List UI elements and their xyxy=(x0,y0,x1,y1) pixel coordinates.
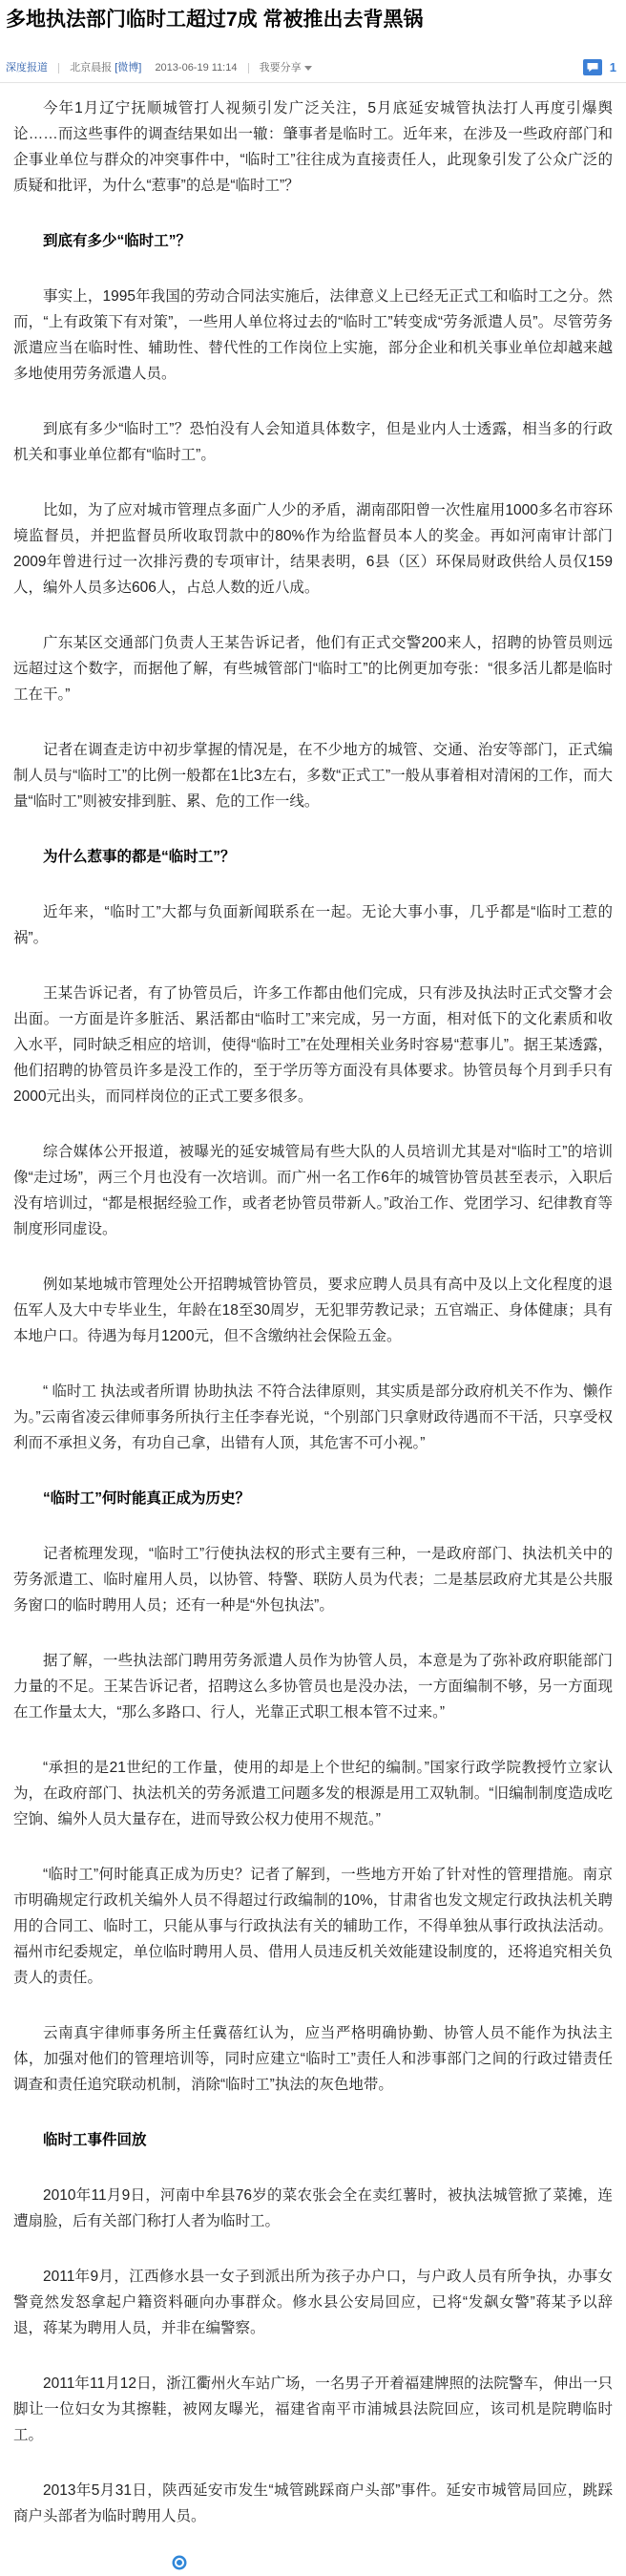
article-paragraph: 今年1月辽宁抚顺城管打人视频引发广泛关注，5月底延安城管执法打人再度引爆舆论……而这些事件的调查结果如出一辙：肇事者是临时工。近年来，在涉及一些政府部门和企事业单位与群众的冲突事件中，“临时工”往往成为直接责任人，此现象引发了公众广泛的质疑和批评，为什么“惹事”的总是“临时工”？ xyxy=(13,100,613,194)
section-heading: 到底有多少“临时工”？ xyxy=(43,233,192,249)
article-paragraph: 事实上，1995年我国的劳动合同法实施后，法律意义上已经无正式工和临时工之分。然而，“上有政策下有对策”，一些用人单位将过去的“临时工”转变成“劳务派遣人员”。尽管劳务派遣应当在临时性、辅助性、替代性的工作岗位上实施，部分企业和机关事业单位却越来越多地使用劳务派遣人员。 xyxy=(13,288,613,382)
source-name: 北京晨报 xyxy=(70,62,113,74)
float-badge-icon[interactable] xyxy=(172,2555,187,2570)
channel-link[interactable]: 深度报道 xyxy=(6,62,48,74)
meta-separator xyxy=(58,63,59,74)
article-body xyxy=(13,95,613,2559)
article-paragraph: 2011年9月，江西修水县一女子到派出所为孩子办户口，与户政人员有所争执，办事女警竟然发怒拿起户籍资料砸向办事群众。修水县公安局回应，已将“发飙女警”蒋某予以辞退，蒋某为聘用人员，并非在编警察。 xyxy=(13,2269,613,2336)
source-weibo-link[interactable]: [微博] xyxy=(115,62,142,74)
article-paragraph: 2013年5月31日，陕西延安市发生“城管跳踩商户头部”事件。延安市城管局回应，跳踩商户头部者为临时聘用人员。 xyxy=(13,2482,613,2524)
article-paragraph: 记者梳理发现，“临时工”行使执法权的形式主要有三种，一是政府部门、执法机关中的劳务派遣工、临时雇用人员，以协管、特警、联防人员为代表；二是基层政府尤其是公共服务窗口的临时聘用人员；还有一种是“外包执法”。 xyxy=(13,1546,613,1614)
section-heading: 为什么惹事的都是“临时工”？ xyxy=(43,849,236,865)
article-paragraph: 例如某地城市管理处公开招聘城管协管员，要求应聘人员具有高中及以上文化程度的退伍军人及大中专毕业生，年龄在18至30周岁，无犯罪劳教记录；五官端正、身体健康；具有本地户口。待遇为每月1200元，但不含缴纳社会保险五金。 xyxy=(13,1277,613,1344)
article-paragraph: 广东某区交通部门负责人王某告诉记者，他们有正式交警200来人，招聘的协管员则远远超过这个数字，而据他了解，有些城管部门“临时工”的比例更加夸张：“很多活儿都是临时工在干。” xyxy=(13,635,613,703)
comment-bubble-icon xyxy=(583,59,602,75)
meta-info xyxy=(6,53,312,82)
article-title: 多地执法部门临时工超过7成 常被推出去背黑锅 xyxy=(6,9,424,31)
article-paragraph: “ 临时工 执法或者所谓 协助执法 不符合法律原则，其实质是部分政府机关不作为、懒作为。”云南省凌云律师事务所执行主任李春光说，“个别部门只拿财政待遇而不干活，只享受权利而不承担义务，有功自己拿，出错有人顶，其危害不可小视。” xyxy=(13,1383,613,1451)
publish-datetime: 2013-06-19 11:14 xyxy=(155,62,238,74)
article-paragraph: 综合媒体公开报道，被曝光的延安城管局有些大队的人员培训尤其是对“临时工”的培训像“走过场”，两三个月也没有一次培训。而广州一名工作6年的城管协管员甚至表示，入职后没有培训过，“都是根据经验工作，或者老协管员带新人。”政治工作、党团学习、纪律教育等制度形同虚设。 xyxy=(13,1144,613,1237)
article-paragraph: “临时工”何时能真正成为历史？记者了解到，一些地方开始了针对性的管理措施。南京市明确规定行政机关编外人员不得超过行政编制的10%，甘肃省也发文规定行政执法机关聘用的合同工、临时工，只能从事与行政执法有关的辅助工作，不得单独从事行政执法活动。福州市纪委规定，单位临时聘用人员、借用人员违反机关效能建设制度的，还将追究相关负责人的责任。 xyxy=(13,1867,613,1986)
article-paragraph: 云南真宇律师事务所主任冀蓓红认为，应当严格明确协勤、协管人员不能作为执法主体，加强对他们的管理培训等，同时应建立“临时工”责任人和涉事部门之间的行政过错责任调查和责任追究联动机制，消除“临时工”执法的灰色地带。 xyxy=(13,2025,613,2093)
chevron-down-icon xyxy=(304,66,312,71)
share-dropdown[interactable] xyxy=(260,53,312,82)
share-label: 我要分享 xyxy=(259,62,302,74)
article-paragraph: 王某告诉记者，有了协管员后，许多工作都由他们完成，只有涉及执法时正式交警才会出面。一方面是许多脏活、累活都由“临时工”来完成，另一方面，相对低下的文化素质和收入水平，同时缺乏相应的培训，使得“临时工”在处理相关业务时容易“惹事儿”。据王某透露，他们招聘的协管员许多是没工作的，至于学历等方面没有具体要求。协管员每个月到手只有2000元出头，而同样岗位的正式工要多很多。 xyxy=(13,985,613,1105)
comment-count: 1 xyxy=(609,60,616,74)
article-paragraph: 比如，为了应对城市管理点多面广人少的矛盾，湖南邵阳曾一次性雇用1000多名市容环境监督员，并把监督员所收取罚款中的80%作为给监督员本人的奖金。再如河南审计部门2009年曾进行过一次排污费的专项审计，结果表明，6县（区）环保局财政供给人员仅159人，编外人员多达606人，占总人数的近八成。 xyxy=(13,502,613,596)
article-paragraph: 近年来，“临时工”大都与负面新闻联系在一起。无论大事小事，几乎都是“临时工惹的祸”。 xyxy=(13,904,613,946)
article-paragraph: 到底有多少“临时工”？恐怕没有人会知道具体数字，但是业内人士透露，相当多的行政机关和事业单位都有“临时工”。 xyxy=(13,421,613,463)
article-paragraph: 2010年11月9日，河南中牟县76岁的菜农张会全在卖红薯时，被执法城管掀了菜摊，连遭扇脸，后有关部门称打人者为临时工。 xyxy=(13,2187,613,2229)
comment-count-button[interactable] xyxy=(583,59,616,76)
article-paragraph: “承担的是21世纪的工作量，使用的却是上个世纪的编制。”国家行政学院教授竹立家认为，在政府部门、执法机关的劳务派遣工问题多发的根源是用工双轨制。“旧编制制度造成吃空饷、编外人员大量存在，进而导致公权力使用不规范。” xyxy=(13,1760,613,1827)
section-heading: 临时工事件回放 xyxy=(43,2132,147,2148)
meta-bar xyxy=(0,53,626,83)
article-paragraph: 记者在调查走访中初步掌握的情况是，在不少地方的城管、交通、治安等部门，正式编制人员与“临时工”的比例一般都在1比3左右，多数“正式工”一般从事着相对清闲的工作，而大量“临时工”则被安排到脏、累、危的工作一线。 xyxy=(13,742,613,810)
section-heading: “临时工”何时能真正成为历史？ xyxy=(43,1490,251,1507)
article-paragraph: 2011年11月12日，浙江衢州火车站广场，一名男子开着福建牌照的法院警车，伸出一只脚让一位妇女为其擦鞋，被网友曝光，福建省南平市浦城县法院回应，该司机是院聘临时工。 xyxy=(13,2375,613,2443)
meta-separator xyxy=(248,63,249,74)
article-paragraph: 据了解，一些执法部门聘用劳务派遣人员作为协管人员，本意是为了弥补政府职能部门力量的不足。王某告诉记者，招聘这么多协管员也是没办法，一方面编制不够，另一方面现在工作量太大，“那么多路口、行人，光靠正式职工根本管不过来。” xyxy=(13,1653,613,1721)
